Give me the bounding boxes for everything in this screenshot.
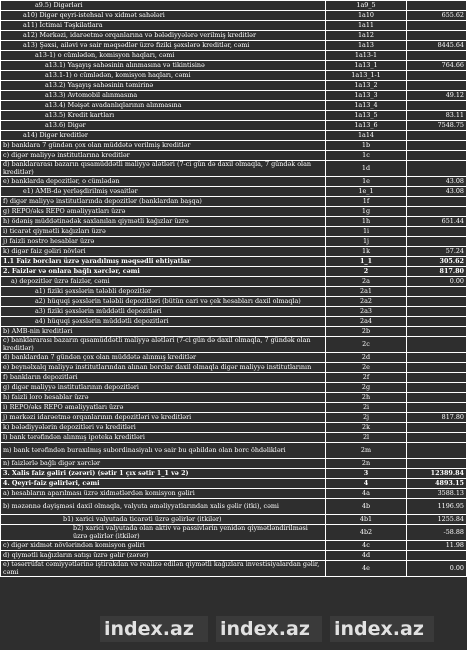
row-label: d) qiymətli kağızların satışı üzrə gəlir (zərər)	[1, 551, 326, 561]
table-row	[1, 287, 467, 297]
table-row	[1, 177, 467, 187]
table-row	[1, 297, 467, 307]
table-body	[1, 1, 467, 577]
row-value	[407, 317, 467, 327]
row-value: 4893.15	[407, 479, 467, 489]
row-value: 43.08	[407, 177, 467, 187]
row-code: 2m	[326, 443, 407, 459]
row-code: 1e	[326, 177, 407, 187]
row-label: a4) hüquqi şəxslərin müddətli depozitləri	[1, 317, 326, 327]
row-code: 2c	[326, 337, 407, 353]
table-row	[1, 161, 467, 177]
row-value: 12389.84	[407, 469, 467, 479]
row-label: f) digər maliyyə institutlarında depozitlər (banklardan başqa)	[1, 197, 326, 207]
table-row	[1, 469, 467, 479]
row-code: 4b1	[326, 515, 407, 525]
table-row	[1, 353, 467, 363]
row-code: 1a14	[326, 131, 407, 141]
row-label: e) banklarda depozitlər, o cümlədən	[1, 177, 326, 187]
row-code: 4d	[326, 551, 407, 561]
row-value: 1196.95	[407, 499, 467, 515]
table-row	[1, 337, 467, 353]
row-label: b1) xarici valyutada ticarəti üzrə gəlirlər (itkilər)	[1, 515, 326, 525]
table-row	[1, 187, 467, 197]
row-value	[407, 383, 467, 393]
row-code: 1a13_6	[326, 121, 407, 131]
row-value	[407, 423, 467, 433]
row-value: 817.80	[407, 413, 467, 423]
row-value: 305.62	[407, 257, 467, 267]
table-row	[1, 151, 467, 161]
table-row	[1, 383, 467, 393]
table-row	[1, 111, 467, 121]
table-row	[1, 515, 467, 525]
row-code: 3	[326, 469, 407, 479]
row-code: 4c	[326, 541, 407, 551]
row-label: a13-1) o cümlədən, komisyon haqları, cəmi	[1, 51, 326, 61]
row-code: 1_1	[326, 257, 407, 267]
row-code: 2n	[326, 459, 407, 469]
table-row	[1, 393, 467, 403]
row-value: 651.44	[407, 217, 467, 227]
table-row	[1, 141, 467, 151]
row-label: a) depozitlər üzrə faizlər, cəmi	[1, 277, 326, 287]
row-label: c) digər xidmət növlərindən komisyon gəliri	[1, 541, 326, 551]
row-label: b) banklara 7 gündən çox olan müddətə verilmiş kreditlər	[1, 141, 326, 151]
row-label: f) bankların depozitləri	[1, 373, 326, 383]
row-value: 8445.64	[407, 41, 467, 51]
table-row	[1, 257, 467, 267]
row-label: n) faizlərlə bağlı digər xərclər	[1, 459, 326, 469]
row-label: a10) Digər qeyri-istehsal və xidmət sahələri	[1, 11, 326, 21]
row-code: 2g	[326, 383, 407, 393]
table-row	[1, 197, 467, 207]
table-row	[1, 101, 467, 111]
row-label: 2. Faizlər və onlara bağlı xərclər, cəmi	[1, 267, 326, 277]
row-code: 2e	[326, 363, 407, 373]
table-row	[1, 373, 467, 383]
row-label: e) təsərrüfat cəmiyyətlərinə iştirakdan və realizə edilən qiymətli kağızlara investisiyalardan gəlir, cəmi	[1, 561, 326, 577]
row-value	[407, 51, 467, 61]
table-row	[1, 561, 467, 577]
row-label: b2) xarici valyutada olan aktiv və passivlərin yenidən qiymətləndirilməsi üzrə gəlirlər (itkilər)	[1, 525, 326, 541]
table-row	[1, 403, 467, 413]
row-label: a13.5) Kredit kartları	[1, 111, 326, 121]
index-az-watermark: index.az	[100, 616, 208, 642]
row-value	[407, 207, 467, 217]
row-code: 1a13_1	[326, 61, 407, 71]
row-code: 1b	[326, 141, 407, 151]
row-label: a1) fiziki şəxslərin tələbli depozitlər	[1, 287, 326, 297]
row-label: m) bank tərəfindən buraxılmış subordinasiyalı və sair bu qəbildən olan borc öhdəlikləri	[1, 443, 326, 459]
row-code: 2i	[326, 403, 407, 413]
row-code: 2k	[326, 423, 407, 433]
row-code: 1a13_4	[326, 101, 407, 111]
table-row	[1, 81, 467, 91]
row-value	[407, 237, 467, 247]
row-label: 1.1 Faiz borcları üzrə yaradılmış məqsədli ehtiyatlar	[1, 257, 326, 267]
row-code: 2d	[326, 353, 407, 363]
row-value	[407, 227, 467, 237]
row-value: 1255.84	[407, 515, 467, 525]
table-row	[1, 267, 467, 277]
row-value: -58.88	[407, 525, 467, 541]
table-row	[1, 31, 467, 41]
row-label: a13.2) Yaşayış sahəsinin təmirinə	[1, 81, 326, 91]
index-az-watermark: index.az	[330, 616, 434, 642]
table-row	[1, 227, 467, 237]
row-code: 1c	[326, 151, 407, 161]
row-label: k) bələdiyyələrin depozitləri və kreditləri	[1, 423, 326, 433]
row-code: 2j	[326, 413, 407, 423]
row-code: 1a13_5	[326, 111, 407, 121]
row-value	[407, 459, 467, 469]
table-row	[1, 413, 467, 423]
table-row	[1, 247, 467, 257]
row-code: 1d	[326, 161, 407, 177]
row-value	[407, 433, 467, 443]
row-value	[407, 403, 467, 413]
row-value	[407, 101, 467, 111]
row-value	[407, 161, 467, 177]
row-value: 764.66	[407, 61, 467, 71]
row-code: 2a4	[326, 317, 407, 327]
row-value	[407, 21, 467, 31]
row-value	[407, 131, 467, 141]
table-row	[1, 459, 467, 469]
table-row	[1, 207, 467, 217]
row-value	[407, 71, 467, 81]
row-code: 1a12	[326, 31, 407, 41]
row-value	[407, 337, 467, 353]
table-row	[1, 61, 467, 71]
row-label: j) mərkəzi idarəetmə orqanlarının depozitləri və kreditləri	[1, 413, 326, 423]
row-label: a12) Mərkəzi, idarəetmə orqanlarına və bələdiyyələrə verilmiş kreditlər	[1, 31, 326, 41]
row-value	[407, 551, 467, 561]
row-label: a13.1-1) o cümlədən, komisyon haqları, cəmi	[1, 71, 326, 81]
row-value	[407, 141, 467, 151]
row-code: 4b	[326, 499, 407, 515]
row-code: 4	[326, 479, 407, 489]
row-label: a2) hüquqi şəxslərin tələbli depozitləri (bütün cari və çek hesabları daxil olmaqla)	[1, 297, 326, 307]
row-value	[407, 31, 467, 41]
table-row	[1, 443, 467, 459]
table-row	[1, 237, 467, 247]
row-code: 1k	[326, 247, 407, 257]
row-code: 1a13_2	[326, 81, 407, 91]
row-code: 2	[326, 267, 407, 277]
row-code: 1e_1	[326, 187, 407, 197]
row-label: a) hesabların aparılması üzrə xidmətlərdən komisyon gəliri	[1, 489, 326, 499]
row-value	[407, 151, 467, 161]
row-code: 1a9_5	[326, 1, 407, 11]
table-row	[1, 479, 467, 489]
table-row	[1, 525, 467, 541]
row-value	[407, 443, 467, 459]
row-label: l) bank tərəfindən alınmış ipoteka kreditləri	[1, 433, 326, 443]
row-value	[407, 297, 467, 307]
row-value: 83.11	[407, 111, 467, 121]
row-value	[407, 363, 467, 373]
row-code: 1h	[326, 217, 407, 227]
row-code: 2a	[326, 277, 407, 287]
table-row	[1, 51, 467, 61]
row-value	[407, 353, 467, 363]
table-row	[1, 41, 467, 51]
row-code: 2a1	[326, 287, 407, 297]
row-value	[407, 393, 467, 403]
row-code: 4e	[326, 561, 407, 577]
row-label: h) faizli loro hesablar üzrə	[1, 393, 326, 403]
row-label: 3. Xalis faiz gəliri (zərəri) (sətir 1 çıx sətir 1_1 və 2)	[1, 469, 326, 479]
row-label: d) banklararası bazarın qısamüddətli maliyyə alətləri (7-ci gün də daxil olmaqla, 7 gündək olan kreditlər)	[1, 161, 326, 177]
table-row	[1, 317, 467, 327]
table-row	[1, 551, 467, 561]
row-code: 1a13-1	[326, 51, 407, 61]
row-value: 3588.13	[407, 489, 467, 499]
table-row	[1, 277, 467, 287]
row-value: 43.08	[407, 187, 467, 197]
row-value	[407, 287, 467, 297]
table-row	[1, 307, 467, 317]
table-row	[1, 327, 467, 337]
index-az-watermark: index.az	[216, 616, 322, 642]
table-row	[1, 121, 467, 131]
row-value	[407, 373, 467, 383]
row-code: 1a13	[326, 41, 407, 51]
row-label: g) REPO/əks REPO əməliyyatları üzrə	[1, 207, 326, 217]
row-label: g) digər maliyyə institutlarının depozitləri	[1, 383, 326, 393]
table-row	[1, 131, 467, 141]
row-value: 817.80	[407, 267, 467, 277]
row-label: j) faizli nostro hesablar üzrə	[1, 237, 326, 247]
row-label: a9.5) Digərləri	[1, 1, 326, 11]
row-code: 1a10	[326, 11, 407, 21]
row-label: 4. Qeyri-faiz gəlirləri, cəmi	[1, 479, 326, 489]
row-value: 11.98	[407, 541, 467, 551]
row-value	[407, 327, 467, 337]
table-row	[1, 11, 467, 21]
row-code: 2b	[326, 327, 407, 337]
table-row	[1, 499, 467, 515]
row-value: 7548.75	[407, 121, 467, 131]
table-row	[1, 71, 467, 81]
row-value	[407, 1, 467, 11]
row-value: 57.24	[407, 247, 467, 257]
row-label: a13.3) Avtomobil alınmasına	[1, 91, 326, 101]
row-value	[407, 81, 467, 91]
table-row	[1, 541, 467, 551]
row-label: i) REPO/əks REPO əməliyyatları üzrə	[1, 403, 326, 413]
row-code: 2a2	[326, 297, 407, 307]
table-row	[1, 1, 467, 11]
row-label: e1) AMB-də yerləşdirilmiş vəsaitlər	[1, 187, 326, 197]
row-label: a11) İctimai Təşkilatlara	[1, 21, 326, 31]
row-label: e) beynəlxalq maliyyə institutlarından alınan borclar daxil olmaqla digər maliyyə institutlarının	[1, 363, 326, 373]
row-label: a3) fiziki şəxslərin müddətli depozitləri	[1, 307, 326, 317]
row-value: 0.00	[407, 277, 467, 287]
row-code: 1g	[326, 207, 407, 217]
row-label: b) AMB-nin kreditləri	[1, 327, 326, 337]
row-label: d) banklardan 7 gündən çox olan müddətə alınmış kreditlər	[1, 353, 326, 363]
row-code: 1a11	[326, 21, 407, 31]
row-code: 2l	[326, 433, 407, 443]
row-code: 1i	[326, 227, 407, 237]
row-value: 49.12	[407, 91, 467, 101]
row-label: c) banklararası bazarın qısamüddətli maliyyə alətləri (7-ci gün də daxil olmaqla, 7 gündək olan kreditlər)	[1, 337, 326, 353]
row-label: k) digər faiz gəliri növləri	[1, 247, 326, 257]
row-code: 2a3	[326, 307, 407, 317]
row-value: 655.62	[407, 11, 467, 21]
row-label: b) məzənnə dəyişməsi daxil olmaqla, valyuta əməliyyatlarından xalis gəlir (itki), cəmi	[1, 499, 326, 515]
row-label: h) ödəniş müddətinədək saxlanılan qiymətli kağızlar üzrə	[1, 217, 326, 227]
row-label: a14) Digər kreditlər	[1, 131, 326, 141]
row-code: 1f	[326, 197, 407, 207]
table-row	[1, 489, 467, 499]
table-row	[1, 21, 467, 31]
table-row	[1, 363, 467, 373]
row-label: a13.4) Məişət avadanlıqlarının alınmasına	[1, 101, 326, 111]
row-code: 1j	[326, 237, 407, 247]
row-code: 2f	[326, 373, 407, 383]
table-row	[1, 91, 467, 101]
row-value	[407, 307, 467, 317]
table-row	[1, 217, 467, 227]
row-code: 1a13_3	[326, 91, 407, 101]
row-label: a13.6) Digər	[1, 121, 326, 131]
row-label: a13) Şəxsi, ailəvi və sair məqsədlər üzrə fiziki şəxslərə kreditlər, cəmi	[1, 41, 326, 51]
row-value: 0.00	[407, 561, 467, 577]
row-label: c) digər maliyyə institutlarına kreditlər	[1, 151, 326, 161]
row-label: a13.1) Yaşayış sahəsinin alınmasına və tikintisinə	[1, 61, 326, 71]
table-row	[1, 423, 467, 433]
row-value	[407, 197, 467, 207]
table-row	[1, 433, 467, 443]
row-code: 4a	[326, 489, 407, 499]
row-label: i) ticarət qiymətli kağızları üzrə	[1, 227, 326, 237]
row-code: 2h	[326, 393, 407, 403]
row-code: 1a13_1-1	[326, 71, 407, 81]
row-code: 4b2	[326, 525, 407, 541]
